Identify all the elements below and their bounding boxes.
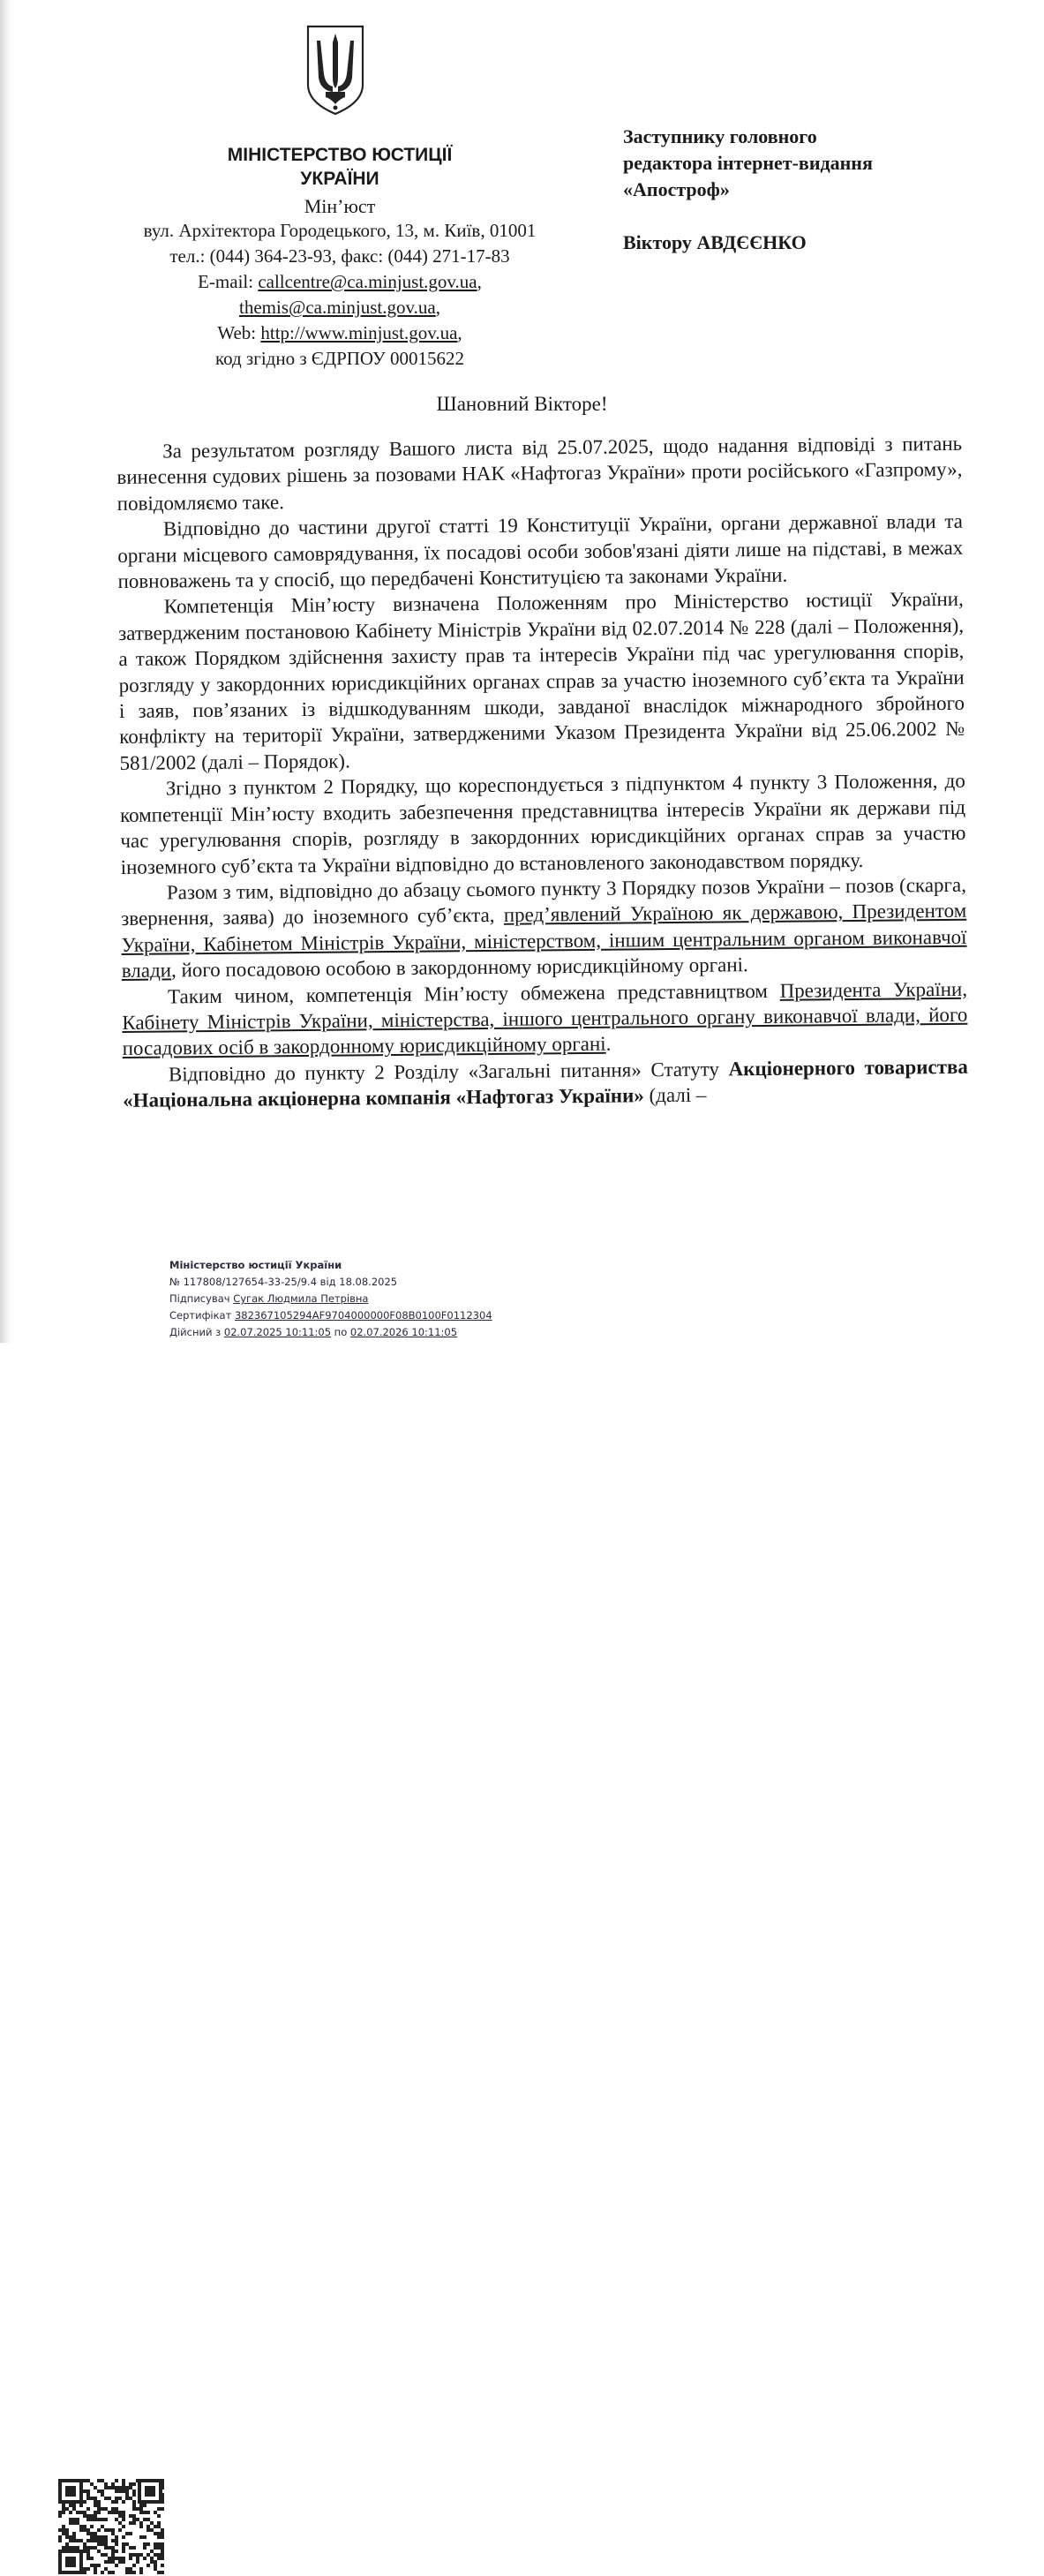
- paragraph-2: Відповідно до частини другої статті 19 Конституції України, органи державної влади та органи місцевого самоврядування, їх посадові особи зобов'язані діяти лише на підставі, в межах повноважень та у спосіб, що передбачені Конституцією та законами України.: [117, 510, 964, 593]
- esign-valid-label: Дійсний з: [169, 1326, 224, 1338]
- esign-registration: № 117808/127654-33-25/9.4 від 18.08.2025: [169, 1276, 398, 1288]
- recipient-line-3: «Апостроф»: [623, 178, 730, 200]
- paragraph-7-text-a: Відповідно до пункту 2 Розділу «Загальні питання» Статуту: [168, 1058, 729, 1086]
- email-link-callcentre[interactable]: callcentre@ca.minjust.gov.ua: [258, 271, 477, 292]
- trident-emblem-icon: [304, 23, 366, 117]
- esign-org: Міністерство юстиції України: [169, 1259, 342, 1271]
- esign-cert-label: Сертифікат: [169, 1309, 235, 1322]
- ministry-name-line2: УКРАЇНИ: [300, 169, 379, 189]
- ministry-phones: тел.: (044) 364-23-93, факс: (044) 271-17-83: [169, 245, 510, 267]
- esign-cert: 382367105294AF9704000000F08B0100F0112304: [234, 1309, 492, 1322]
- paragraph-5-text-b: , його посадовою особою в закордонному юрисдикційному органі.: [170, 953, 748, 982]
- paragraph-6-text-b: .: [605, 1032, 612, 1056]
- paragraph-7-bold: Акціонерного товариства «Національна акціонерна компанія «Нафтогаз України»: [123, 1055, 968, 1112]
- recipient-line-1: Заступнику головного: [623, 125, 817, 147]
- esign-valid-mid: по: [331, 1326, 350, 1338]
- paragraph-3: Компетенція Мін’юсту визначена Положенням про Міністерство юстиції України, затвердженим постановою Кабінету Міністрів України від 02.07.2014 № 228 (далі – Положення), а також Порядком здійснення захисту прав та інтересів України під час урегулювання спорів, розгляду у закордонних юрисдикційних органах справ за участю іноземного суб’єкта та України і заяв, пов’язаних із відшкодуванням шкоди, завданої внаслідок міжнародного збройного конфлікту на території України, затвердженими Указом Президента України від 25.06.2002 № 581/2002 (далі – Порядок).: [117, 588, 965, 774]
- recipient-person: Віктору АВДЄЄНКО: [623, 231, 807, 253]
- esign-valid-to: 02.07.2026 10:11:05: [349, 1326, 458, 1338]
- recipient-block: [623, 124, 994, 256]
- ministry-email-line-2: themis@ca.minjust.gov.ua,: [239, 297, 440, 318]
- ministry-edrpou: код згідно з ЄДРПОУ 00015622: [214, 348, 465, 369]
- ministry-web-line: Web: http://www.minjust.gov.ua,: [217, 322, 462, 343]
- qr-code-icon[interactable]: [58, 2479, 166, 2576]
- esign-valid-line: [169, 1324, 699, 1341]
- paragraph-6: [122, 975, 968, 1061]
- letter-body: [116, 431, 968, 1114]
- paragraph-7: [123, 1054, 969, 1114]
- electronic-signature-stamp: [169, 1257, 699, 1341]
- esign-valid-from: 02.07.2025 10:11:05: [223, 1326, 332, 1338]
- paragraph-5-text-a: Разом з тим, відповідно до абзацу сьомого пункту 3 Порядку позов України – позов (скарга, звернення, заява) до іноземного суб’єкта,: [121, 873, 967, 930]
- recipient-line-2: редактора інтернет-видання: [623, 152, 873, 174]
- paragraph-5-underlined: пред’явлений Україною як державою, Президентом України, Кабінетом Міністрів України, міністерством, іншим центральним органом виконавчої влади: [121, 900, 967, 983]
- ministry-name: МІНІСТЕРСТВО ЮСТИЦІЇ: [227, 145, 453, 165]
- paragraph-4: Згідно з пунктом 2 Порядку, що кореспондується з підпунктом 4 пункту 3 Положення, до компетенції Мін’юсту входить забезпечення представництва інтересів України як держави під час урегулювання спорів, розгляду в закордонних юрисдикційних органах справ за участю іноземного суб’єкта та України відповідно до встановленого законодавством порядку.: [119, 770, 966, 878]
- greeting: Шановний Вікторе!: [436, 393, 608, 415]
- esign-signer-label: Підписувач: [169, 1292, 234, 1305]
- email-link-themis[interactable]: themis@ca.minjust.gov.ua: [239, 297, 436, 318]
- web-link[interactable]: http://www.minjust.gov.ua: [260, 322, 458, 343]
- web-label: Web:: [217, 322, 261, 343]
- ministry-abbreviation: Мін’юст: [304, 195, 376, 217]
- paragraph-5: [121, 872, 967, 984]
- paragraph-7-text-b: (далі –: [643, 1083, 707, 1107]
- paragraph-6-text-a: Таким чином, компетенція Мін’юсту обмежена представництвом: [167, 979, 780, 1008]
- esign-signer: Сугак Людмила Петрівна: [233, 1292, 369, 1305]
- redacted-area: [623, 282, 844, 335]
- scan-edge: [0, 0, 12, 1343]
- ministry-email-line: E-mail: callcentre@ca.minjust.gov.ua,: [198, 271, 482, 292]
- paragraph-1: За результатом розгляду Вашого листа від 25.07.2025, щодо надання відповіді з питань винесення судових рішень за позовами НАК «Нафтогаз України» проти російського «Газпрому», повідомляємо таке.: [116, 432, 963, 515]
- paragraph-6-underlined: Президента України, Кабінету Міністрів України, міністерства, іншого центрального органу виконавчої влади, його посадових осіб в закордонному юрисдикційному органі: [122, 977, 968, 1060]
- sender-block: [115, 143, 565, 372]
- ministry-address: вул. Архітектора Городецького, 13, м. Київ, 01001: [143, 220, 537, 241]
- esign-cert-line: [169, 1307, 699, 1324]
- esign-signer-line: [169, 1291, 699, 1307]
- email-label: E-mail:: [198, 271, 259, 292]
